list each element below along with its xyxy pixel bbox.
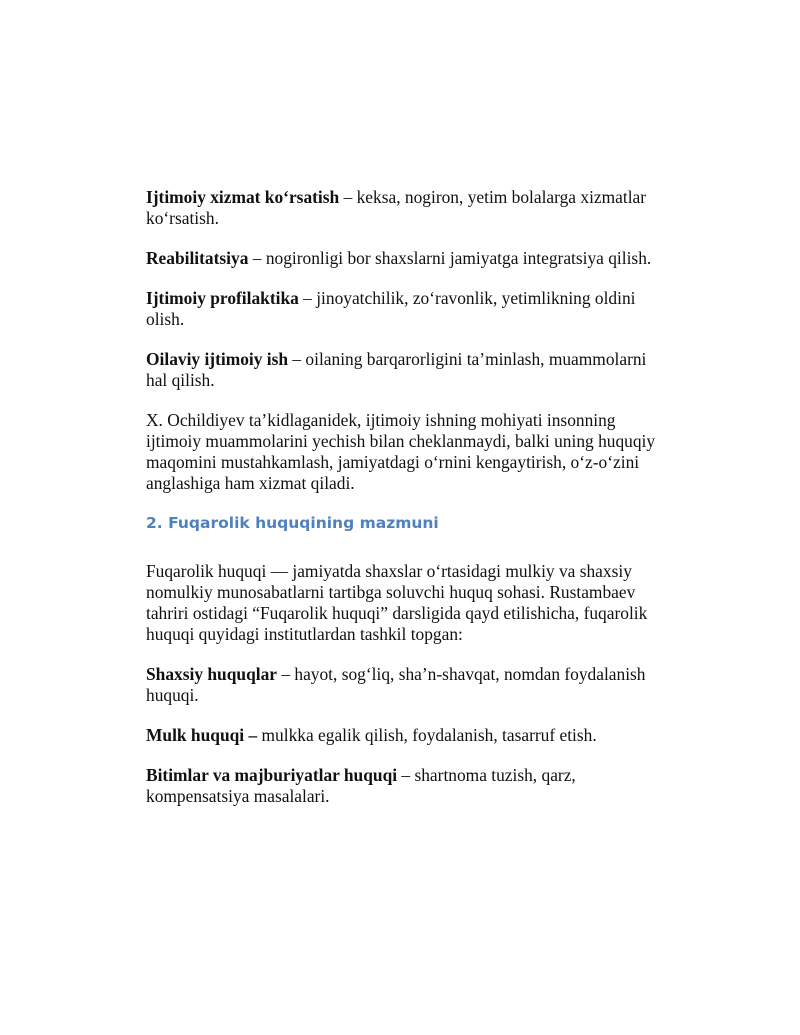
institution-term: Shaxsiy huquqlar xyxy=(146,664,277,684)
institution-paragraph xyxy=(146,725,666,746)
definition-paragraph xyxy=(146,349,666,391)
definition-term: Ijtimoiy profilaktika xyxy=(146,288,299,308)
institution-term: Bitimlar va majburiyatlar huquqi xyxy=(146,765,398,785)
document-body xyxy=(146,187,666,826)
institution-paragraph xyxy=(146,664,666,706)
institution-text: mulkka egalik qilish, foydalanish, tasarruf etish. xyxy=(257,725,597,745)
quote-paragraph: X. Ochildiyev ta’kidlaganidek, ijtimoiy ishning mohiyati insonning ijtimoiy muammolarini yechish bilan cheklanmaydi, balki uning huquqiy maqomini mustahkamlash, jamiyatdagi o‘rnini kengaytirish, o‘z-o‘zini anglashiga ham xizmat qiladi. xyxy=(146,410,656,493)
definition-paragraph xyxy=(146,187,666,229)
section-heading: 2. Fuqarolik huquqining mazmuni xyxy=(146,514,439,532)
definition-paragraph xyxy=(146,248,666,269)
definition-text: – keksa, nogiron, yetim bolalarga xizmatlar ko‘rsatish. xyxy=(146,187,647,228)
definition-text: – nogironligi bor shaxslarni jamiyatga integratsiya qilish. xyxy=(248,248,652,268)
institution-text: – shartnoma tuzish, qarz, kompensatsiya masalalari. xyxy=(146,765,576,806)
definition-term: Oilaviy ijtimoiy ish xyxy=(146,349,289,369)
definition-term: Reabilitatsiya xyxy=(146,248,249,268)
institution-paragraph xyxy=(146,765,666,807)
definition-paragraph xyxy=(146,288,666,330)
definition-term: Ijtimoiy xizmat ko‘rsatish xyxy=(146,187,340,207)
definition-text: – oilaning barqarorligini ta’minlash, muammolarni hal qilish. xyxy=(146,349,647,390)
institution-text: – hayot, sog‘liq, sha’n-shavqat, nomdan foydalanish huquqi. xyxy=(146,664,646,705)
institution-term: Mulk huquqi – xyxy=(146,725,258,745)
intro-paragraph: Fuqarolik huquqi — jamiyatda shaxslar o‘rtasidagi mulkiy va shaxsiy nomulkiy munosabatlarni tartibga soluvchi huquq sohasi. Rustambaev tahriri ostidagi “Fuqarolik huquqi” darsligida qayd etilishicha, fuqarolik huquqi quyidagi institutlardan tashkil topgan: xyxy=(146,561,648,644)
definition-text: – jinoyatchilik, zo‘ravonlik, yetimlikning oldini olish. xyxy=(146,288,636,329)
